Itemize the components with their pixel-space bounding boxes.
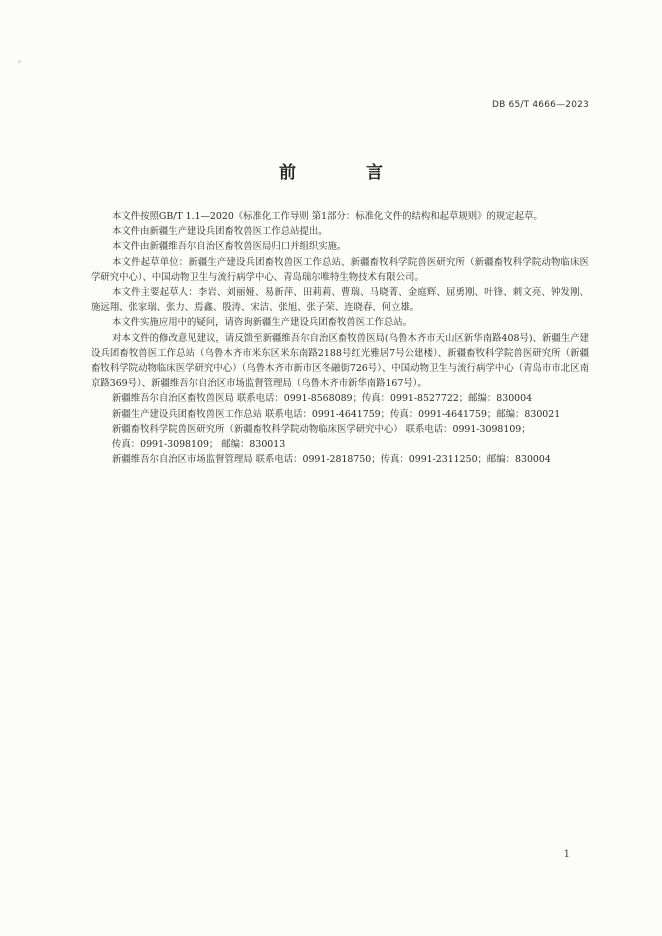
paragraph-drafting-units: 本文件起草单位：新疆生产建设兵团畜牧兽医工作总站、新疆畜牧科学院兽医研究所（新疆畜牧科学院动物临床医学研究中心）、中国动物卫生与流行病学中心、青岛瑞尔唯特生物技术有限公司。 xyxy=(91,256,589,283)
contact-market-regulation: 新疆维吾尔自治区市场监督管理局 联系电话：0991-2818750；传真：0991-2311250；邮编：830004 xyxy=(112,454,551,466)
contact-corps-station: 新疆生产建设兵团畜牧兽医工作总站 联系电话：0991-4641759；传真：0991-4641759；邮编：830021 xyxy=(112,408,561,420)
contact-livestock-bureau: 新疆维吾尔自治区畜牧兽医局 联系电话：0991-8568089；传真：0991-8527722；邮编：830004 xyxy=(112,393,533,405)
page-number: 1 xyxy=(563,849,570,860)
paragraph-drafting-rules: 本文件按照GB/T 1.1—2020《标准化工作导则 第1部分：标准化文件的结构和起草规则》的规定起草。 xyxy=(112,211,543,222)
contact-veterinary-institute-line1: 新疆畜牧科学院兽医研究所（新疆畜牧科学院动物临床医学研究中心） 联系电话：0991-3098109； xyxy=(112,423,531,435)
paragraph-drafters: 本文件主要起草人：李岩、刘丽娅、易新萍、田莉莉、曹瑞、马晓菁、金庭辉、屈勇刚、叶锋、刺文亮、钟发刚、施远翔、张家瑞、张力、焉鑫、殷涛、宋洁、张旭、张子荣、连晓春、何立雄。 xyxy=(91,287,589,314)
paragraph-inquiries: 本文件实施应用中的疑问，请咨询新疆生产建设兵团畜牧兽医工作总站。 xyxy=(112,317,413,329)
document-code: DB 65/T 4666—2023 xyxy=(491,100,589,110)
foreword-body xyxy=(91,209,589,467)
paragraph-administrator: 本文件由新疆维吾尔自治区畜牧兽医局归口并组织实施。 xyxy=(112,241,347,253)
page-title: 前 言 xyxy=(279,163,415,183)
paragraph-feedback: 对本文件的修改意见建议，请反馈至新疆维吾尔自治区畜牧兽医局(乌鲁木齐市天山区新华南路408号)、新疆生产建设兵团畜牧兽医工作总站（乌鲁木齐市米东区米东南路2188号红光雅居7号公建楼）、新疆畜牧科学院兽医研究所（新疆畜牧科学院动物临床医学研究中心）（乌鲁木齐市新市区冬融街726号）、中国动物卫生与流行病学中心（青岛市市北区南京路369号）、新疆维吾尔自治区市场监督管理局（乌鲁木齐市新华南路167号）。 xyxy=(91,332,589,390)
scan-artifact xyxy=(18,60,21,63)
contact-veterinary-institute-line2: 传真：0991-3098109； 邮编：830013 xyxy=(112,439,286,451)
paragraph-proposer: 本文件由新疆生产建设兵团畜牧兽医工作总站提出。 xyxy=(112,226,328,238)
contact-veterinary-institute xyxy=(91,422,589,452)
